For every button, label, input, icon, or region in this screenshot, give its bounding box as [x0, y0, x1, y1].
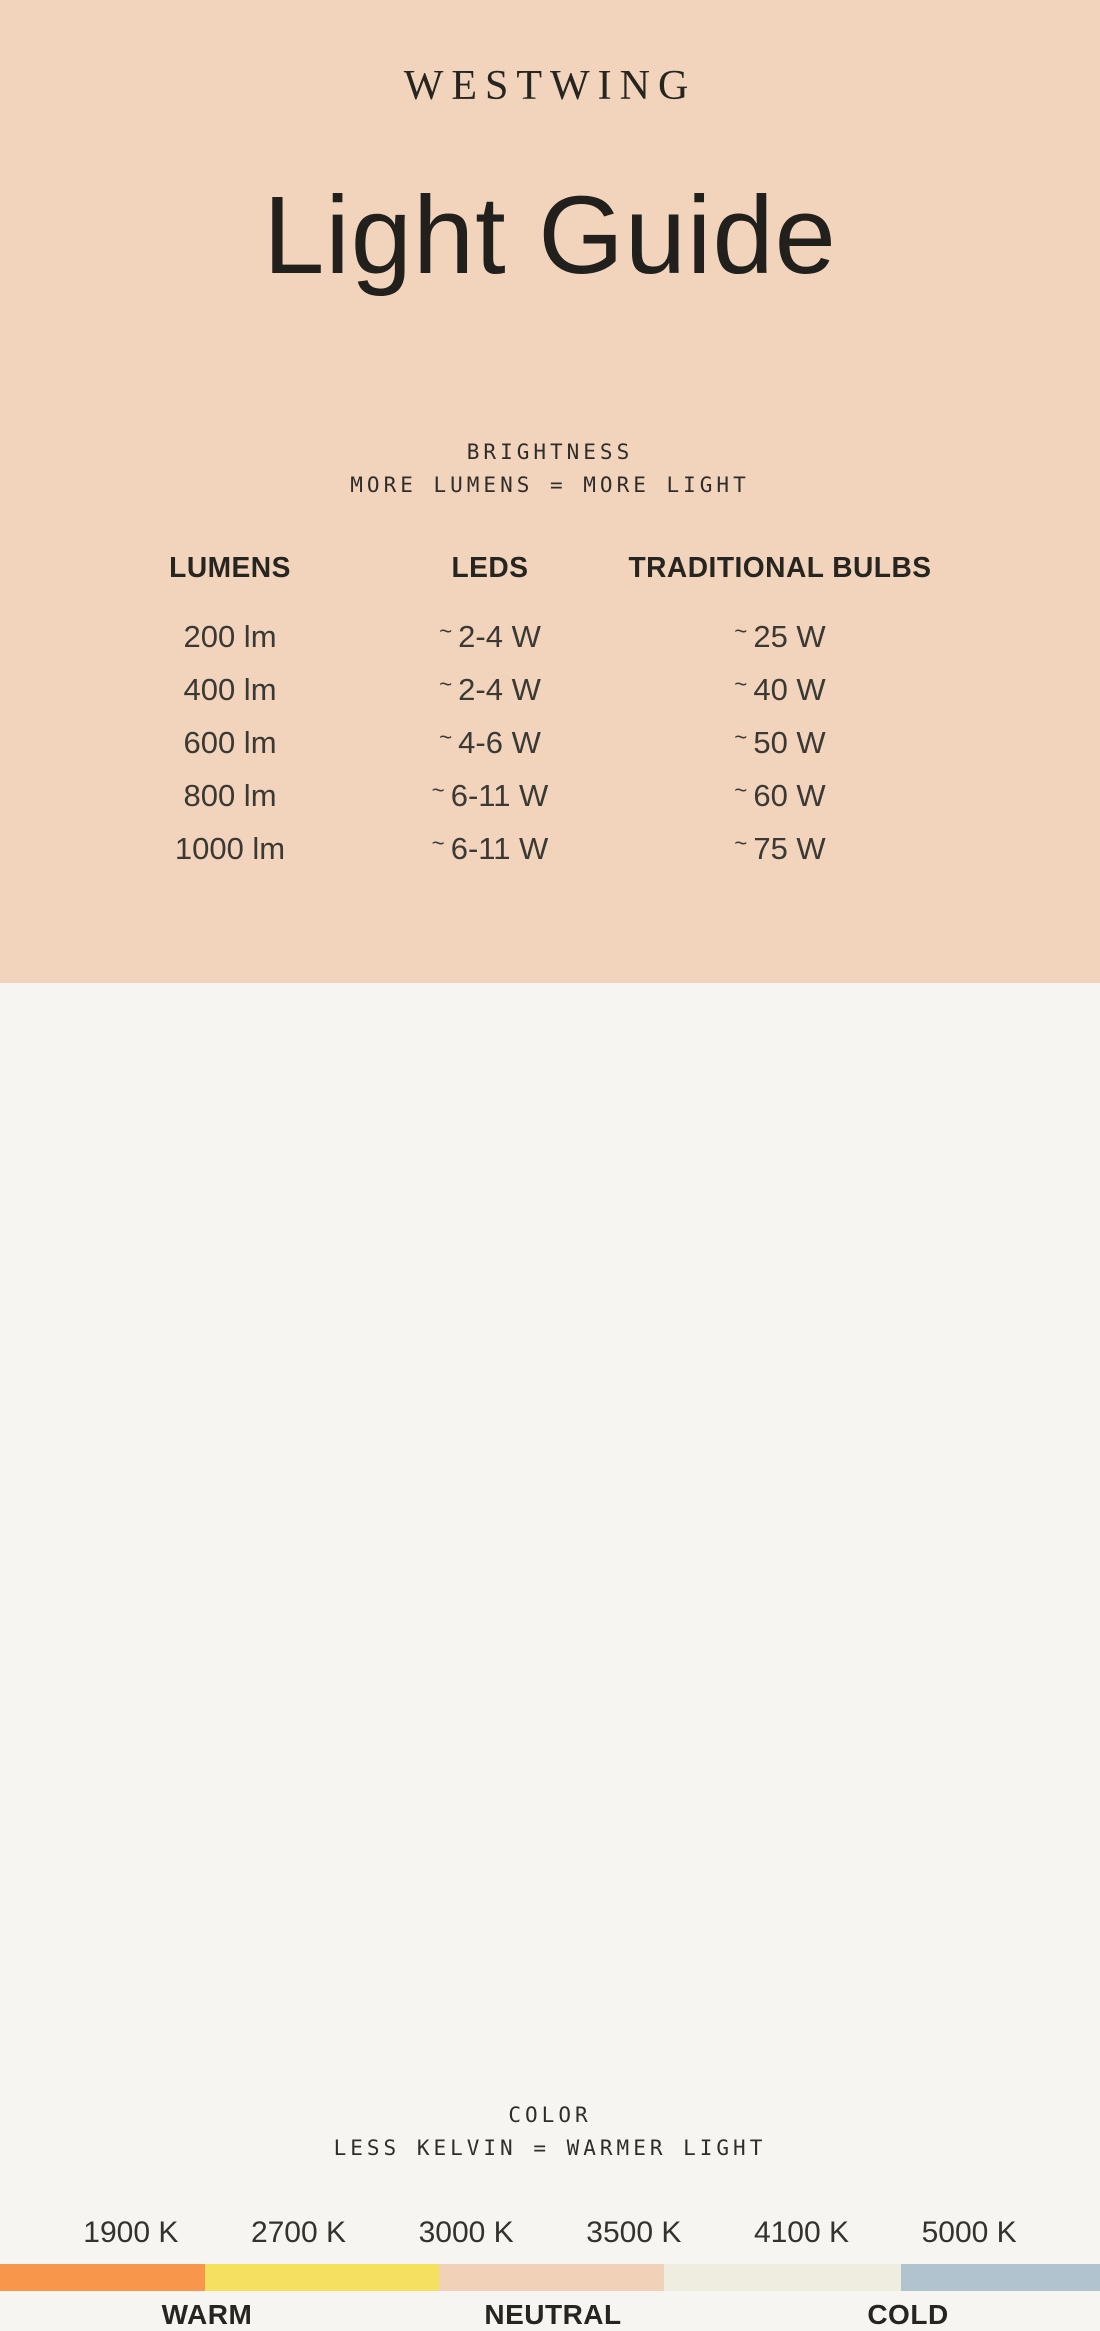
leds-watts-value: [380, 672, 600, 708]
table-row: [80, 610, 960, 663]
kelvin-tick: 2700 K: [250, 2216, 347, 2249]
kelvin-tick: 3500 K: [586, 2216, 682, 2249]
leds-watts-value: [380, 778, 600, 814]
approx-tilde: ~: [734, 618, 748, 644]
bulb-watts-text: 50 W: [753, 724, 826, 760]
kelvin-tick: 5000 K: [921, 2216, 1017, 2249]
table-row: [80, 716, 960, 769]
scale-segment-warm-orange: [0, 2264, 205, 2291]
bulb-watts-value: [600, 672, 960, 708]
bulb-watts-text: 40 W: [753, 671, 826, 707]
bulb-watts-text: 60 W: [753, 777, 826, 813]
color-heading-block: [0, 2099, 1100, 2165]
approx-tilde: ~: [431, 777, 445, 803]
column-header-traditional-bulbs: TRADITIONAL BULBS: [628, 552, 932, 584]
bulb-watts-value: [600, 619, 960, 655]
brand-logo: WESTWING: [403, 63, 697, 109]
temperature-label-warm: WARM: [161, 2299, 253, 2330]
leds-watts-value: [380, 619, 600, 655]
brightness-section: [0, 0, 1100, 983]
approx-tilde: ~: [734, 777, 748, 803]
leds-watts-text: 6-11 W: [450, 777, 549, 813]
leds-watts-text: 2-4 W: [458, 618, 541, 654]
scale-segment-neutral-peach: [439, 2264, 665, 2291]
table-row: [80, 822, 960, 875]
brightness-subheading: MORE LUMENS = MORE LIGHT: [350, 473, 750, 497]
lumens-value: 400 lm: [183, 671, 277, 707]
lumens-value: 200 lm: [183, 618, 277, 654]
approx-tilde: ~: [431, 830, 445, 856]
table-row: [80, 769, 960, 822]
leds-watts-text: 2-4 W: [458, 671, 541, 707]
table-header-row: [80, 552, 960, 585]
leds-watts-value: [380, 725, 600, 761]
scale-segment-cold-blue: [901, 2264, 1100, 2291]
kelvin-scale-labels: [47, 2216, 1053, 2250]
temperature-label-cold: COLD: [867, 2299, 949, 2330]
approx-tilde: ~: [734, 830, 748, 856]
table-row: [80, 663, 960, 716]
brightness-heading: BRIGHTNESS: [466, 440, 634, 464]
temperature-label-neutral: NEUTRAL: [484, 2299, 622, 2330]
color-heading: COLOR: [508, 2103, 592, 2127]
approx-tilde: ~: [439, 618, 453, 644]
approx-tilde: ~: [734, 671, 748, 697]
column-header-leds: LEDS: [451, 552, 529, 584]
leds-watts-value: [380, 831, 600, 867]
brightness-heading-block: [0, 436, 1100, 502]
bulb-watts-value: [600, 778, 960, 814]
page-title: Light Guide: [263, 174, 837, 297]
bulb-watts-text: 25 W: [753, 618, 826, 654]
lumens-comparison-table: [80, 552, 960, 875]
lumens-value: 1000 lm: [174, 830, 286, 866]
color-section: [0, 983, 1100, 2330]
leds-watts-text: 4-6 W: [458, 724, 541, 760]
leds-watts-text: 6-11 W: [450, 830, 549, 866]
bulb-watts-value: [600, 831, 960, 867]
kelvin-tick: 4100 K: [753, 2216, 850, 2249]
scale-segment-neutral-cream: [664, 2264, 901, 2291]
color-subheading: LESS KELVIN = WARMER LIGHT: [333, 2136, 767, 2160]
scale-segment-warm-yellow: [205, 2264, 439, 2291]
approx-tilde: ~: [439, 724, 453, 750]
color-temperature-scale-bar: [0, 2264, 1100, 2291]
lumens-value: 600 lm: [183, 724, 277, 760]
approx-tilde: ~: [439, 671, 453, 697]
kelvin-tick: 1900 K: [83, 2216, 179, 2249]
column-header-lumens: LUMENS: [169, 552, 291, 584]
approx-tilde: ~: [734, 724, 748, 750]
table-body: [80, 610, 960, 875]
bulb-watts-text: 75 W: [753, 830, 826, 866]
kelvin-tick: 3000 K: [418, 2216, 514, 2249]
bulb-watts-value: [600, 725, 960, 761]
lumens-value: 800 lm: [183, 777, 277, 813]
